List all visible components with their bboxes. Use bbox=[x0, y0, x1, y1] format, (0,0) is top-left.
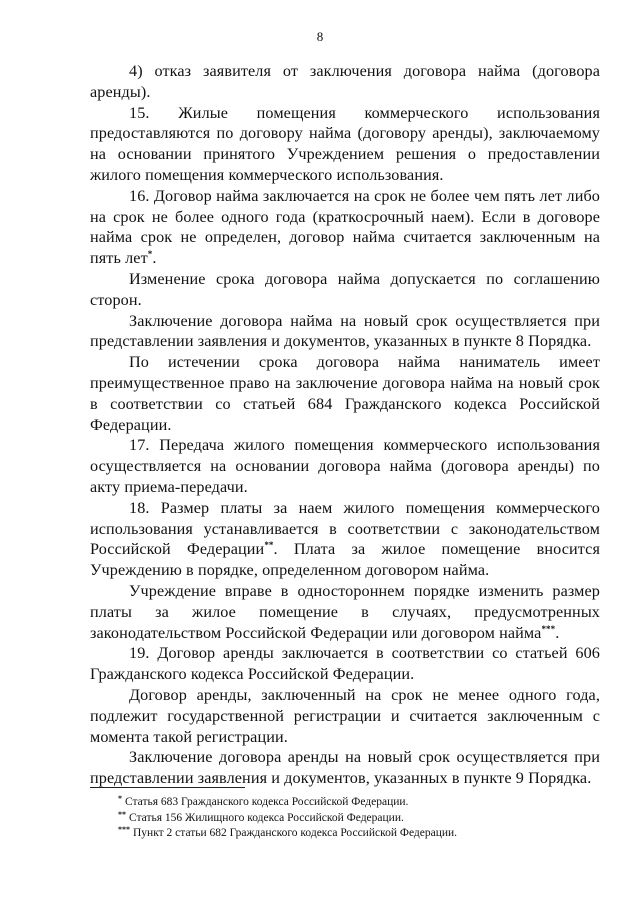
paragraph-fee-change: Учреждение вправе в одностороннем порядке изменить размер платы за жилое помещение в случаях, предусмотренных законодательством Российской Федерации или договором найма***. bbox=[90, 581, 600, 642]
paragraph-refusal-item: 4) отказ заявителя от заключения договора найма (договора аренды). bbox=[90, 62, 600, 101]
paragraph-19: 19. Договор аренды заключается в соответствии со статьей 606 Гражданского кодекса Российской Федерации. bbox=[90, 644, 600, 684]
footnote-3: *** Пункт 2 статьи 682 Гражданского кодекса Российской Федерации. bbox=[118, 825, 458, 839]
paragraph-rent-new-term: Заключение договора аренды на новый срок осуществляется при представлении заявления и документов, указанных в пункте 9 Порядка. bbox=[90, 748, 600, 788]
footnotes bbox=[118, 795, 598, 842]
paragraph-17: 17. Передача жилого помещения коммерческого использования осуществляется на основании договора найма (договора аренды) по акту приема-передачи. bbox=[90, 436, 600, 496]
footnote-separator bbox=[90, 787, 245, 788]
paragraph-18: 18. Размер платы за наем жилого помещения коммерческого использования устанавливается в соответствии с законодательством Российской Федерации**. Плата за жилое помещение вносится Учреждению в порядке, определенном договором найма. bbox=[90, 498, 601, 580]
footnote-ref-1: * bbox=[147, 249, 153, 260]
paragraph-term-change: Изменение срока договора найма допускается по соглашению сторон. bbox=[90, 269, 600, 309]
paragraph-rent-registration: Договор аренды, заключенный на срок не менее одного года, подлежит государственной регистрации и считается заключенным с момента такой регистрации. bbox=[90, 685, 600, 746]
page-number: 8 bbox=[316, 29, 324, 44]
body-text bbox=[90, 61, 600, 789]
footnote-ref-2: ** bbox=[264, 540, 274, 551]
paragraph-preemptive-right: По истечении срока договора найма наниматель имеет преимущественное право на заключение договора найма на новый срок в соответствии со статьей 684 Гражданского кодекса Российской Федерации. bbox=[90, 353, 600, 434]
footnote-ref-3: *** bbox=[541, 623, 556, 634]
footnote-1: * Статья 683 Гражданского кодекса Российской Федерации. bbox=[118, 794, 409, 808]
paragraph-15: 15. Жилые помещения коммерческого использования предоставляются по договору найма (договору аренды), заключаемому на основании принятого Учреждением решения о предоставлении жилого помещения коммерческого использования. bbox=[90, 103, 600, 184]
paragraph-16: 16. Договор найма заключается на срок не более чем пять лет либо на срок не более одного года (краткосрочный наем). Если в договоре найма срок не определен, договор найма считается заключенным на пять лет*. bbox=[90, 186, 600, 268]
paragraph-new-term-lease: Заключение договора найма на новый срок осуществляется при представлении заявления и документов, указанных в пункте 8 Порядка. bbox=[90, 311, 600, 351]
footnote-2: ** Статья 156 Жилищного кодекса Российской Федерации. bbox=[118, 809, 404, 824]
